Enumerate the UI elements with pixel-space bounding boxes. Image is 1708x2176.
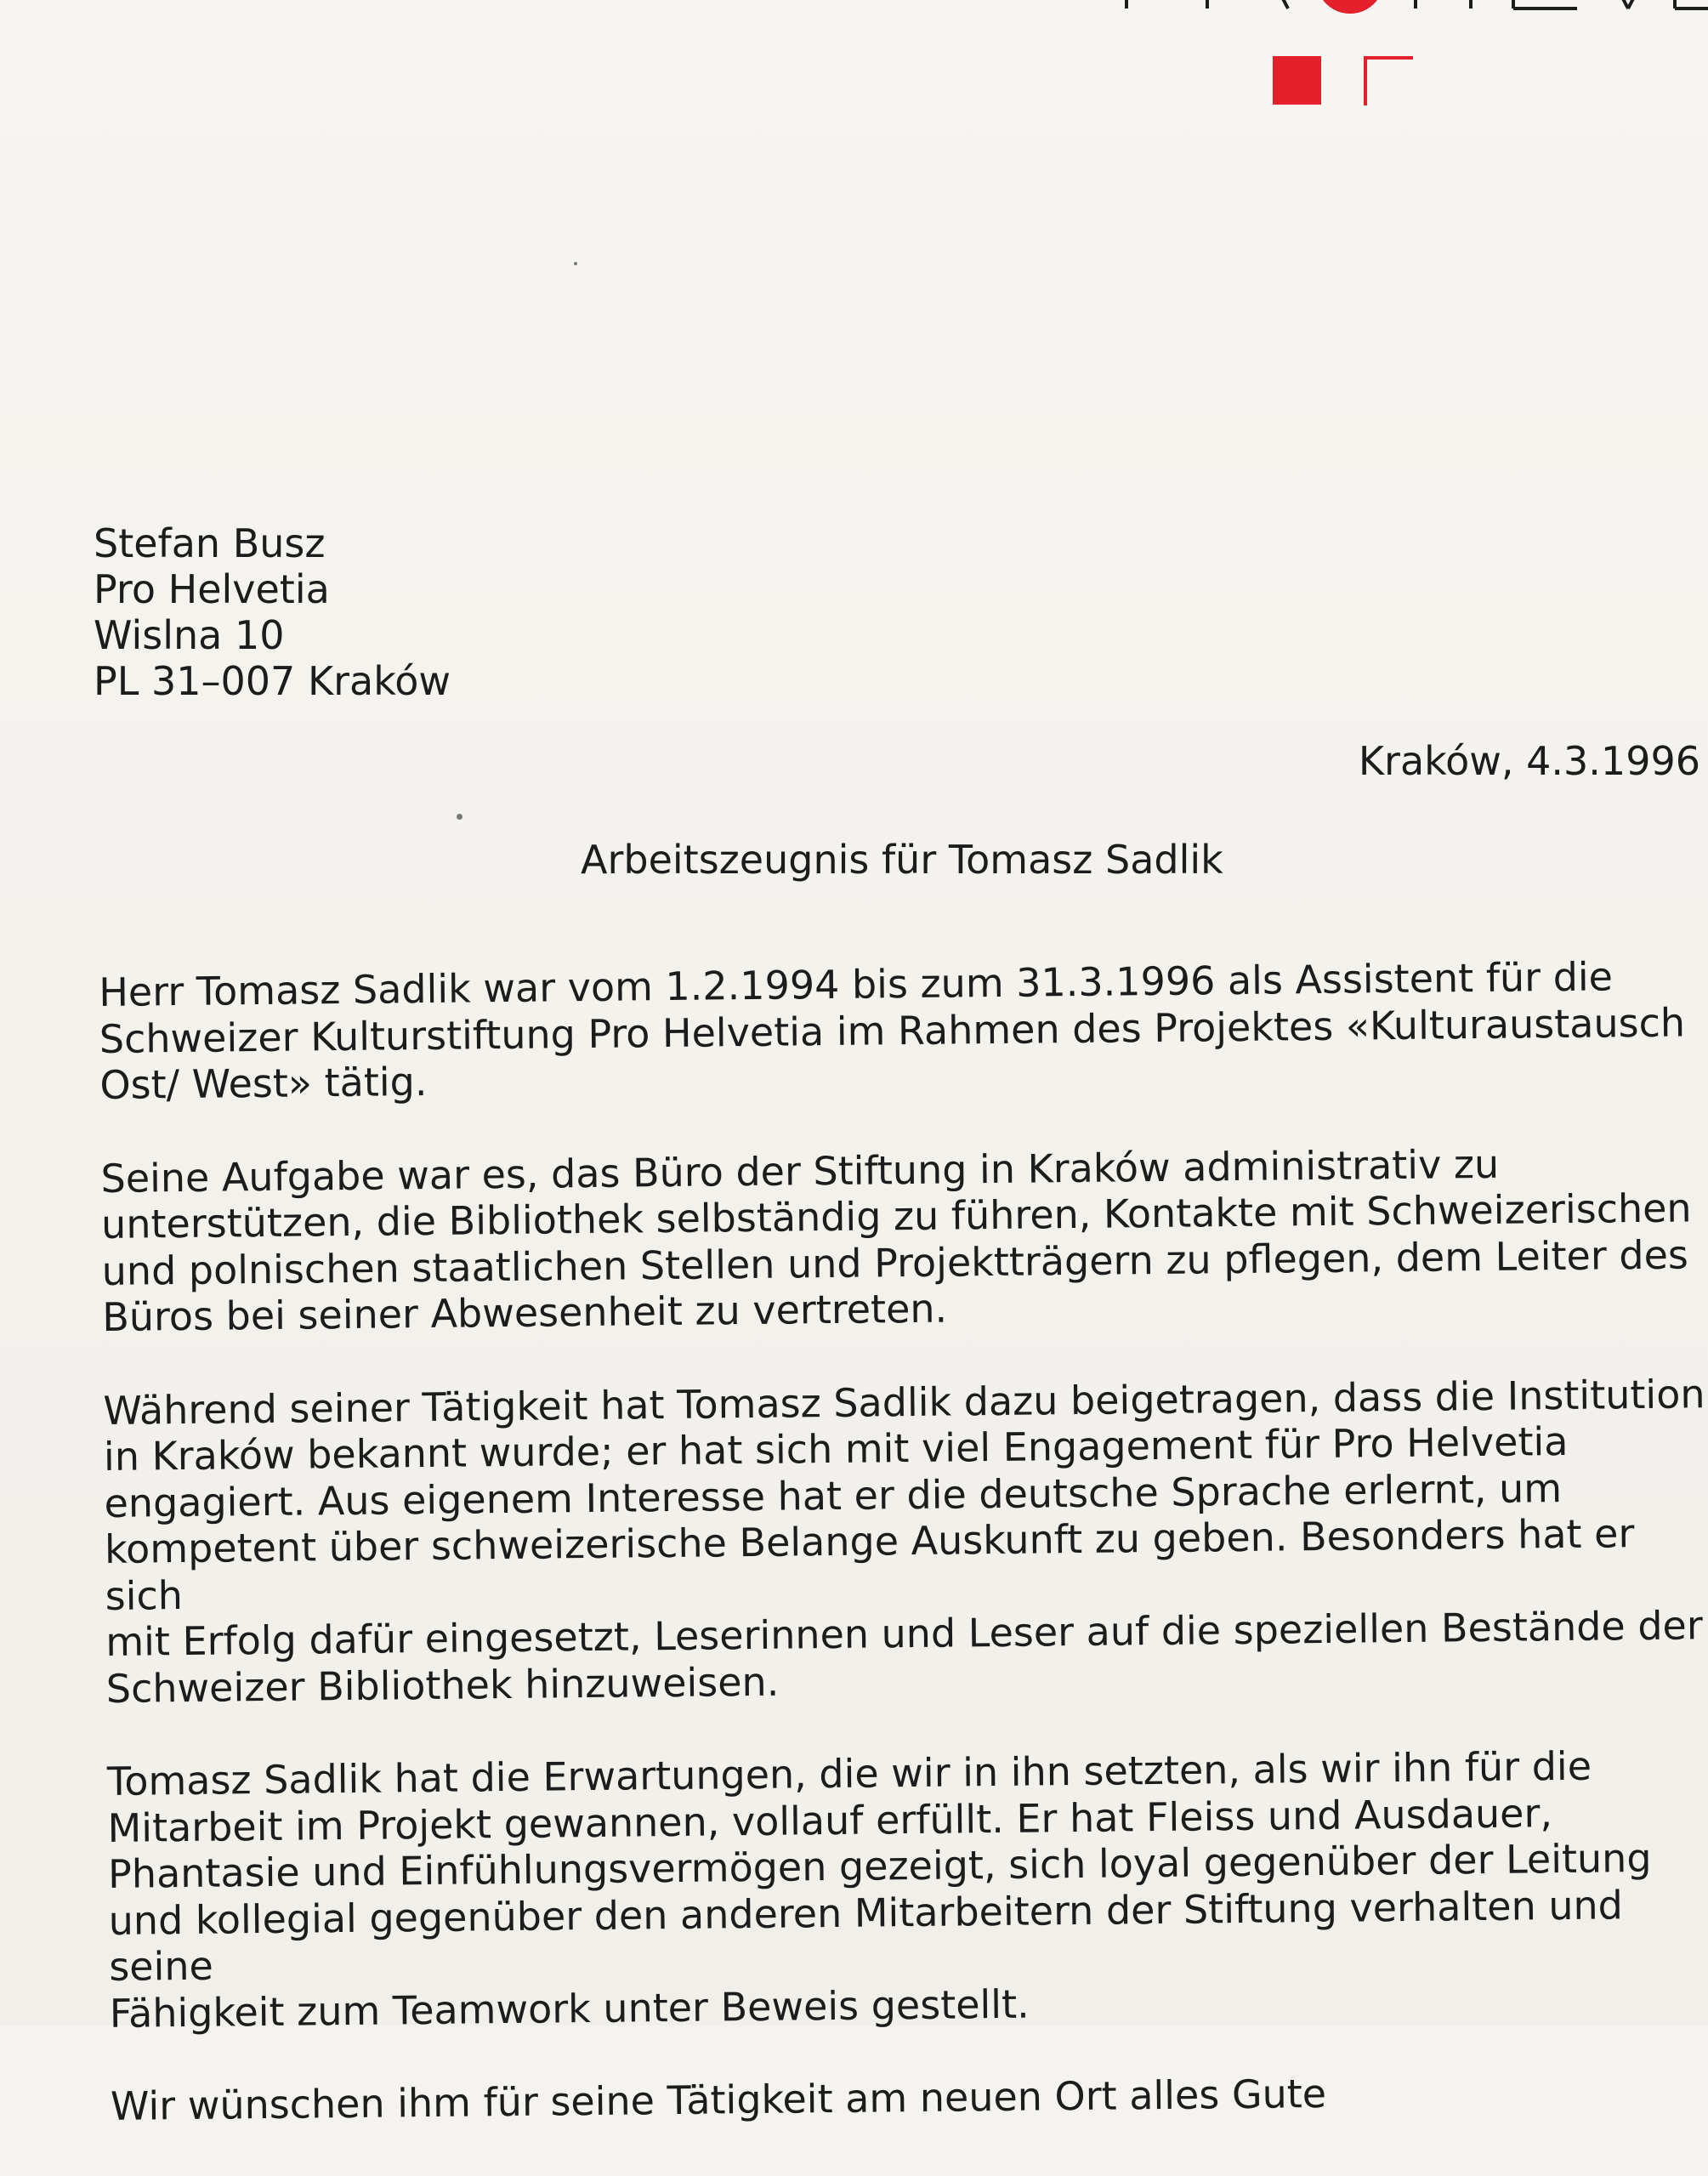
scan-speck [457,814,462,820]
date-line: Kraków, 4.3.1996 [1358,738,1700,784]
letterhead-logo [1114,0,1708,17]
letter-subject: Arbeitszeugnis für Tomasz Sadlik [581,837,1223,883]
scan-speck [574,262,577,265]
paragraph-closing: Wir wünschen ihm für seine Tätigkeit am neuen Ort alles Gute [110,2070,1327,2129]
logo-wordmark-icon [1114,0,1708,17]
paragraph-duties: Seine Aufgabe war es, das Büro der Stiftung in Kraków administrativ zu unterstützen, die Bibliothek selbständig zu führen, Kontakte mit Schweizerischen und polnischen staatlichen Stellen und Projektträgern zu pflegen, dem Leiter des Büros bei seiner Abwesenheit zu vertreten. [100,1140,1692,1340]
letter-body [99,952,1708,2176]
logo-red-square-icon [1273,56,1321,105]
recipient-street: Wislna 10 [94,612,285,658]
paragraph-assessment: Tomasz Sadlik hat die Erwartungen, die wir in ihn setzten, als wir ihn für die Mitarbeit im Projekt gewannen, vollauf erfüllt. Er hat Fleiss und Ausdauer, Phantasie und Einfühlungsvermögen gezeigt, sich loyal gegenüber der Leitung und kollegial gegenüber den anderen Mitarbeitern der Stiftung verhalten und seine Fähigkeit zum Teamwork unter Beweis gestellt. [106,1742,1652,2037]
logo-red-corner-icon [1364,56,1413,105]
recipient-name: Stefan Busz [94,520,326,566]
recipient-city: PL 31–007 Kraków [94,658,451,704]
recipient-organisation: Pro Helvetia [94,566,330,612]
logo-mark [1273,56,1383,107]
paragraph-contribution: Während seiner Tätigkeit hat Tomasz Sadlik dazu beigetragen, dass die Institution in Kraków bekannt wurde; er hat sich mit viel Engagement für Pro Helvetia engagiert. Aus eigenem Interesse hat er die deutsche Sprache erlernt, um kompetent über schweizerische Belange Auskunft zu geben. Besonders hat er sich mit Erfolg dafür eingesetzt, Leserinnen und Leser auf die speziellen Bestände der Schweizer Bibliothek hinzuweisen. [103,1370,1705,1712]
recipient-address [94,520,451,704]
paragraph-employment: Herr Tomasz Sadlik war vom 1.2.1994 bis zum 31.3.1996 als Assistent für die Schweizer Kulturstiftung Pro Helvetia im Rahmen des Projektes «Kulturaustausch Ost/ West» tätig. [99,953,1686,1108]
